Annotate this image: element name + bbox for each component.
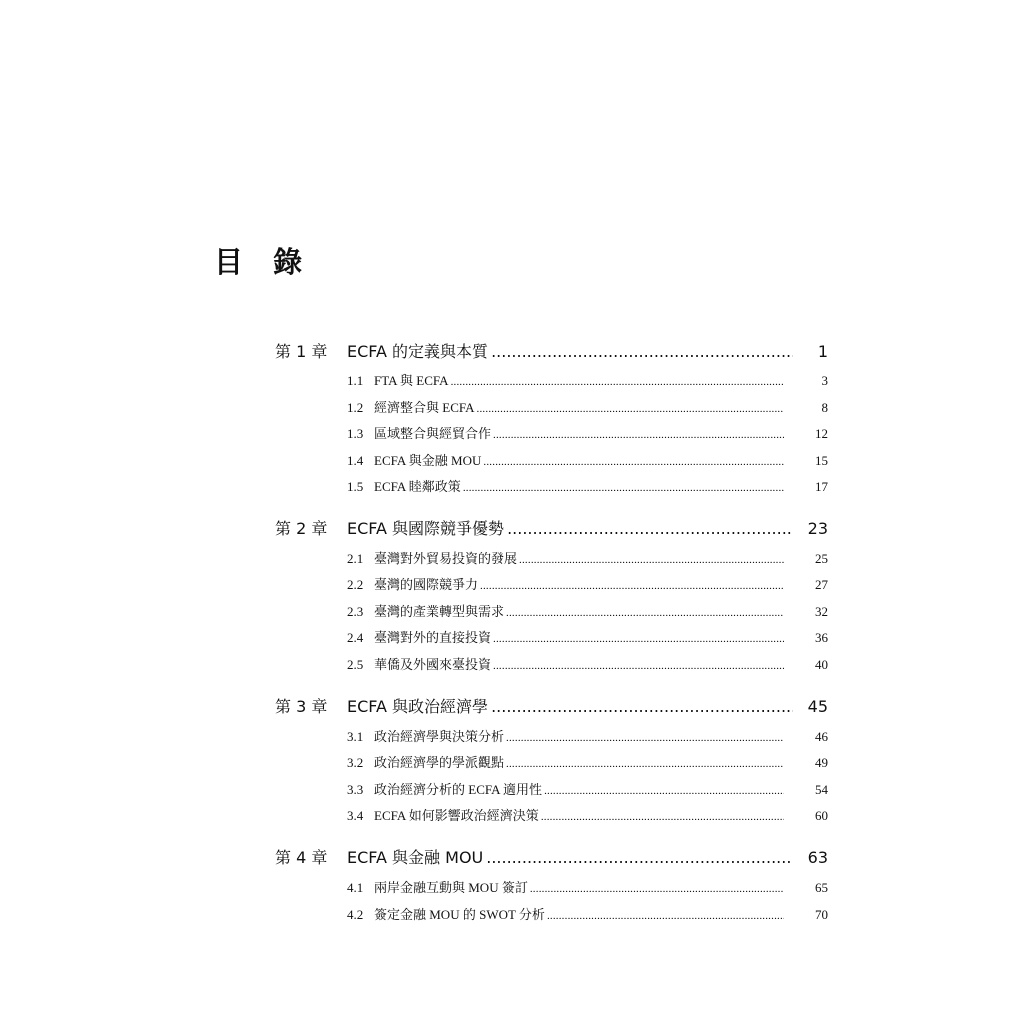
toc-section[interactable] <box>0 726 1024 748</box>
section-page-number: 25 <box>815 551 828 566</box>
chapter-entry[interactable] <box>0 339 1024 365</box>
chapter-page-number: 23 <box>807 519 828 538</box>
section-number: 3.2 <box>347 755 364 770</box>
section-title: 政治經濟分析的 ECFA 適用性 <box>374 782 543 797</box>
section-number: 1.5 <box>347 479 364 494</box>
dot-leader <box>451 371 784 393</box>
dot-leader <box>506 602 784 624</box>
section-number: 3.3 <box>347 782 364 797</box>
chapter-number: 第 2 章 <box>275 519 328 538</box>
chapter-entry[interactable] <box>0 845 1024 871</box>
dot-leader <box>541 806 784 828</box>
dot-leader <box>506 753 784 775</box>
section-title: 經濟整合與 ECFA <box>374 400 475 415</box>
section-number: 1.3 <box>347 426 364 441</box>
chapter-entry[interactable] <box>0 516 1024 542</box>
section-number: 3.4 <box>347 808 364 823</box>
dot-leader <box>463 477 784 499</box>
section-page-number: 8 <box>821 400 828 415</box>
dot-leader <box>507 516 793 542</box>
chapter-entry[interactable] <box>0 694 1024 720</box>
chapter-number: 第 1 章 <box>275 342 328 361</box>
section-title: 臺灣對外的直接投資 <box>374 630 492 645</box>
section-number: 4.2 <box>347 907 364 922</box>
chapter-page-number: 45 <box>807 697 828 716</box>
section-title: 華僑及外國來臺投資 <box>374 657 492 672</box>
dot-leader <box>486 845 793 871</box>
section-page-number: 3 <box>821 373 828 388</box>
chapter-page-number: 1 <box>817 342 828 361</box>
section-page-number: 12 <box>815 426 828 441</box>
dot-leader <box>547 905 784 927</box>
toc-section[interactable] <box>0 654 1024 676</box>
dot-leader <box>491 339 793 365</box>
chapter-number: 第 3 章 <box>275 697 328 716</box>
section-page-number: 27 <box>815 577 828 592</box>
section-number: 3.1 <box>347 729 364 744</box>
page-title: 目 錄 <box>214 245 313 279</box>
toc-section[interactable] <box>0 904 1024 926</box>
section-title: ECFA 如何影響政治經濟決策 <box>374 808 539 823</box>
section-page-number: 40 <box>815 657 828 672</box>
section-page-number: 36 <box>815 630 828 645</box>
section-title: ECFA 睦鄰政策 <box>374 479 461 494</box>
section-number: 2.3 <box>347 604 364 619</box>
section-page-number: 60 <box>815 808 828 823</box>
section-page-number: 17 <box>815 479 828 494</box>
section-page-number: 54 <box>815 782 828 797</box>
section-title: FTA 與 ECFA <box>374 373 449 388</box>
toc-section[interactable] <box>0 877 1024 899</box>
section-title: 政治經濟學與決策分析 <box>374 729 505 744</box>
chapter-title: ECFA 與金融 MOU <box>347 848 484 867</box>
toc-section[interactable] <box>0 805 1024 827</box>
section-page-number: 32 <box>815 604 828 619</box>
dot-leader <box>483 451 784 473</box>
section-title: ECFA 與金融 MOU <box>374 453 482 468</box>
dot-leader <box>493 424 784 446</box>
section-page-number: 65 <box>815 880 828 895</box>
chapter-title: ECFA 與政治經濟學 <box>347 697 489 716</box>
section-number: 1.2 <box>347 400 364 415</box>
toc-section[interactable] <box>0 574 1024 596</box>
section-title: 政治經濟學的學派觀點 <box>374 755 505 770</box>
dot-leader <box>506 727 784 749</box>
section-title: 臺灣的國際競爭力 <box>374 577 479 592</box>
section-number: 2.4 <box>347 630 364 645</box>
chapter-number: 第 4 章 <box>275 848 328 867</box>
section-number: 4.1 <box>347 880 364 895</box>
toc-section[interactable] <box>0 779 1024 801</box>
dot-leader <box>480 575 784 597</box>
section-title: 簽定金融 MOU 的 SWOT 分析 <box>374 907 545 922</box>
dot-leader <box>477 398 784 420</box>
dot-leader <box>544 780 784 802</box>
dot-leader <box>493 655 784 677</box>
toc-section[interactable] <box>0 476 1024 498</box>
toc-section[interactable] <box>0 548 1024 570</box>
dot-leader <box>530 878 784 900</box>
section-title: 臺灣的產業轉型與需求 <box>374 604 505 619</box>
section-page-number: 46 <box>815 729 828 744</box>
toc-section[interactable] <box>0 397 1024 419</box>
toc-section[interactable] <box>0 423 1024 445</box>
section-page-number: 70 <box>815 907 828 922</box>
chapter-title: ECFA 與國際競爭優勢 <box>347 519 505 538</box>
dot-leader <box>493 628 784 650</box>
section-title: 區域整合與經貿合作 <box>374 426 492 441</box>
section-number: 2.2 <box>347 577 364 592</box>
section-page-number: 49 <box>815 755 828 770</box>
toc-section[interactable] <box>0 370 1024 392</box>
section-page-number: 15 <box>815 453 828 468</box>
section-number: 2.1 <box>347 551 364 566</box>
dot-leader <box>519 549 784 571</box>
toc-section[interactable] <box>0 450 1024 472</box>
toc-section[interactable] <box>0 752 1024 774</box>
toc-section[interactable] <box>0 627 1024 649</box>
section-number: 1.1 <box>347 373 364 388</box>
toc-section[interactable] <box>0 601 1024 623</box>
dot-leader <box>491 694 793 720</box>
section-number: 2.5 <box>347 657 364 672</box>
chapter-page-number: 63 <box>807 848 828 867</box>
section-title: 臺灣對外貿易投資的發展 <box>374 551 518 566</box>
chapter-title: ECFA 的定義與本質 <box>347 342 489 361</box>
section-number: 1.4 <box>347 453 364 468</box>
section-title: 兩岸金融互動與 MOU 簽訂 <box>374 880 528 895</box>
